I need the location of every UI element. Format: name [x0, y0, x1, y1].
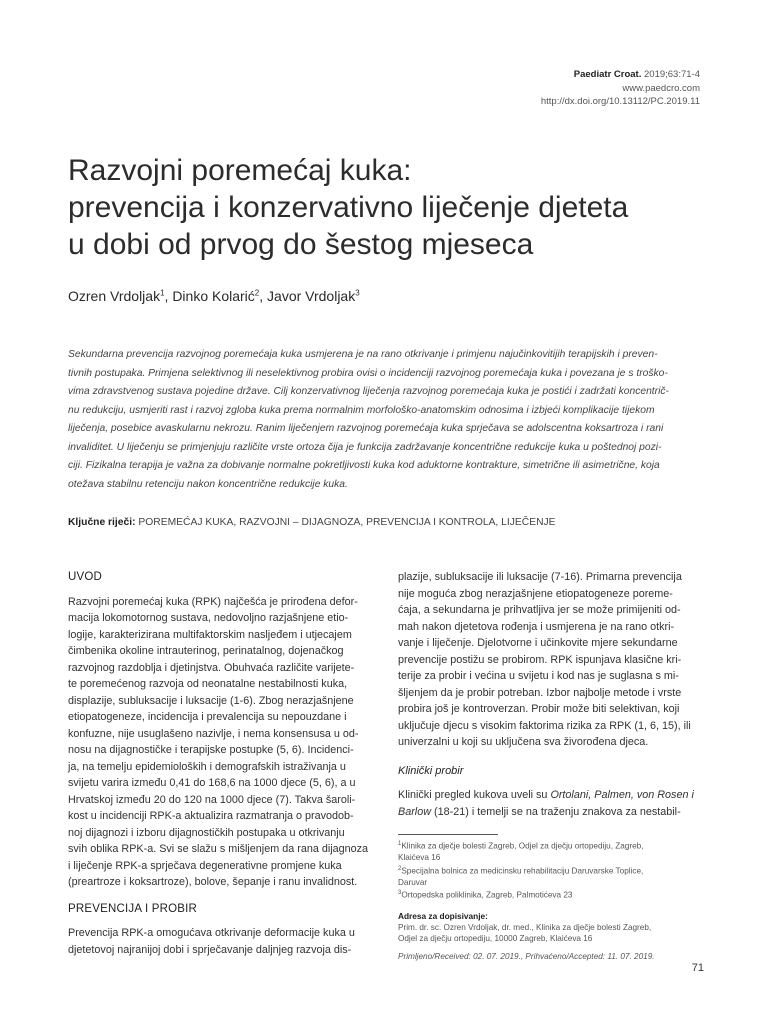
- text-line: [398, 787, 706, 804]
- text-line: kost u incidenciji RPK-a aktualizira razmatranja o pravodob-: [68, 810, 354, 822]
- footnote-line: [398, 888, 706, 901]
- correspondence-label: Adresa za dopisivanje:: [398, 910, 488, 921]
- text-line: mah nakon djetetova rođenja i usmjerena je na rano otkri-: [398, 620, 675, 633]
- author-name: Dinko Kolarić: [172, 288, 255, 304]
- text-line: ja, na temelju epidemioloških i demografskih istraživanja u: [68, 760, 346, 773]
- eponym-name: Barlow: [398, 805, 432, 818]
- address-line: Odjel za dječju ortopediju, 10000 Zagreb, Klaićeva 16: [398, 934, 593, 944]
- subsection-heading-klinicki-probir: Klinički probir: [398, 764, 464, 777]
- article-title: [68, 152, 708, 263]
- footnote-line: [398, 864, 706, 877]
- text-line: i liječenje RPK-a sprječava degenerativne promjene kuka: [68, 859, 342, 872]
- text-line: etiopatogeneze, incidencija i prevalencija su nepouzdane i: [68, 711, 347, 723]
- title-line: Razvojni poremećaj kuka:: [68, 154, 412, 187]
- author-affiliation-mark: 1: [160, 288, 165, 298]
- text-line: plazije, subluksacije ili luksacije (7-16). Primarna prevencija: [398, 571, 682, 583]
- title-line: u dobi od prvog do šestog mjeseca: [68, 228, 534, 261]
- footnote-mark: 2: [398, 865, 402, 872]
- klinicki-paragraph: [398, 787, 706, 820]
- text-line: (preartroze i koksartroze), bolove, šepanje i ranu invalidnost.: [68, 876, 358, 888]
- abstract: [68, 346, 706, 494]
- footnote-text: Ortopedska poliklinika, Zagreb, Palmotićeva 23: [401, 891, 573, 901]
- text-line: vanje i liječenje. Djelotvorne i učinkovite mjere sekundarne: [398, 637, 678, 649]
- left-column: [68, 569, 374, 958]
- journal-citation: [440, 68, 700, 82]
- keywords: [68, 517, 556, 528]
- section-heading-prevencija: PREVENCIJA I PROBIR: [68, 902, 198, 915]
- author-name: Ozren Vrdoljak: [68, 288, 161, 304]
- section-heading-uvod: UVOD: [68, 571, 103, 583]
- author-list: Ozren Vrdoljak$^1$, Dinko Kolarić$^2$, Javor Vrdoljak$^3$: [68, 288, 360, 304]
- title-line: prevencija i konzervativno liječenje djeteta: [68, 191, 629, 224]
- footnote-mark: 1: [398, 841, 402, 847]
- text-line: displazije, subluksacije i luksacije (1-6). Zbog nerazjašnjene: [68, 694, 354, 707]
- text-line: svijetu varira između 0,41 do 168,6 na 1000 djece (5, 6), a u: [68, 777, 356, 789]
- text-line: čimbenika okoline intrauterinog, perinatalnog, dojenačkog: [68, 645, 344, 657]
- text-line: logije, karakterizirana multifaktorskim nasljeđem i utjecajem: [68, 628, 352, 641]
- journal-doi: http://dx.doi.org/10.13112/PC.2019.11: [540, 96, 700, 107]
- footnote-divider: [398, 834, 498, 835]
- abstract-line: nu redukciju, usmjeriti rast i razvoj zgloba kuka prema normalnim morfološko-anatomskim odnosima i izbjeći komplikacije tijekom: [68, 404, 655, 416]
- page-number: 71: [691, 962, 704, 974]
- text-run: Klinički pregled kukova uveli su: [398, 789, 551, 801]
- author-affiliation-mark: 3: [355, 288, 360, 298]
- text-line: univerzalni u koji su uključena sva živorođena djeca.: [398, 736, 649, 748]
- text-line: Prevencija RPK-a omogućava otkrivanje deformacije kuka u: [68, 927, 355, 939]
- text-line: djetetovoj najranijoj dobi i sprječavanje daljnjeg razvoja dis-: [68, 943, 352, 956]
- abstract-line: invaliditet. U liječenju se primjenjuju različite vrste ortoza čija je funkcija zadržavanje koncentrične redukcije kuka u poštednoj pozi-: [68, 441, 662, 453]
- text-line: probira još je kontroverzan. Probir može biti selektivan, koji: [398, 703, 680, 715]
- abstract-line: vima zdravstvenog sustava pojedine države. Cilj konzervativnog liječenja razvojnog poremećaja kuka je postići i zadržati koncentrič-: [68, 386, 669, 397]
- prevencija-continued-paragraph: [398, 569, 706, 751]
- text-line: prevencije postižu se probirom. RPK ispunjava klasične kri-: [398, 653, 682, 666]
- text-line: nije moguća zbog nerazjašnjene etiopatogeneze poreme-: [398, 587, 673, 600]
- journal-volume: 2019;63:71-4: [644, 69, 700, 80]
- keywords-label: Ključne riječi:: [68, 517, 136, 528]
- journal-header: [440, 68, 700, 109]
- footnote-mark: 3: [398, 890, 402, 897]
- footnote-line: Daruvar: [398, 877, 428, 887]
- abstract-line: ciji. Fizikalna terapija je važna za dobivanje normalne pokretljivosti kuka kod aduktorne kontrakture, simetrične ili asimetrične, koja: [68, 460, 660, 471]
- text-line: konfuzne, nije usuglašeno nazivlje, i nema konsensusa u od-: [68, 727, 359, 740]
- abstract-line: liječenja, posebice avaskularnu nekrozu. Ranim liječenjem razvojnog poremećaja kuka sprječava se adolscentna koksartroza i rani: [68, 423, 664, 434]
- text-line: macija lokomotornog sustava, nedovoljno razjašnjene etio-: [68, 612, 349, 624]
- text-line: terije za probir i većina u svijetu i kod nas je suglasna s mi-: [398, 670, 679, 682]
- text-line: te poremećenog razvoja od neonatalne nestabilnosti kuka,: [68, 678, 348, 690]
- text-line: svih oblika RPK-a. Svi se slažu s mišljenjem da rana dijagnoza: [68, 843, 369, 855]
- abstract-line: tivnih postupaka. Primjena selektivnog ili neselektivnog probira ovisi o incidenciji razvojnog poremećaja kuka i povezana je s troško-: [68, 367, 668, 379]
- text-line: Razvojni poremećaj kuka (RPK) najčešća je prirođena defor-: [68, 595, 358, 608]
- text-line: nosu na dijagnostičke i terapijske postupke (5, 6). Incidenci-: [68, 744, 354, 756]
- abstract-line: otežava stabilnu retenciju nakon koncentrične redukcije kuka.: [68, 478, 348, 490]
- text-line: šljenjem da je probir potreban. Izbor najbolje metode i vrste: [398, 686, 682, 699]
- footnote-line: Klaićeva 16: [398, 853, 441, 863]
- prevencija-paragraph: [68, 925, 374, 958]
- address-line: Prim. dr. sc. Ozren Vrdoljak, dr. med., Klinika za dječje bolesti Zagreb,: [398, 922, 652, 932]
- footnotes: [398, 839, 706, 902]
- footnote-text: Klinika za dječje bolesti Zagreb, Odjel za dječju ortopediju, Zagreb,: [401, 841, 644, 851]
- text-line: ćaja, a sekundarna je prihvatljiva jer se može primijeniti od-: [398, 604, 681, 616]
- correspondence-address: [398, 922, 706, 945]
- abstract-line: Sekundarna prevencija razvojnog poremećaja kuka usmjerena je na rano otkrivanje i primjenu najučinkovitijih terapijskih i preven-: [68, 349, 658, 360]
- text-line: razvojnog razdoblja i djetinjstva. Obuhvaća različite varijete-: [68, 661, 355, 674]
- author-affiliation-mark: 2: [254, 288, 260, 298]
- text-run: (18-21) i temelji se na traženju znakova za nestabil-: [431, 805, 681, 818]
- keywords-text: POREMEĆAJ KUKA, RAZVOJNI – DIJAGNOZA, PREVENCIJA I KONTROLA, LIJEČENJE: [138, 517, 556, 528]
- footnote-line: [398, 839, 706, 852]
- text-line: [398, 804, 706, 821]
- author-name: Javor Vrdoljak: [267, 288, 356, 304]
- text-line: noj dijagnozi i izboru dijagnostičkih postupaka u otkrivanju: [68, 826, 345, 839]
- text-line: uključuje djecu s visokim faktorima rizika za RPK (1, 6, 15), ili: [398, 719, 691, 732]
- eponym-names: Ortolani, Palmen, von Rosen i: [550, 789, 694, 801]
- journal-name: Paediatr Croat.: [573, 69, 642, 80]
- right-column: [398, 569, 706, 963]
- text-line: Hrvatskoj između 20 do 120 na 1000 djece (7). Takva šaroli-: [68, 793, 356, 806]
- received-accepted-dates: Primljeno/Received: 02. 07. 2019., Prihvaćeno/Accepted: 11. 07. 2019.: [398, 951, 655, 961]
- journal-website: www.paedcro.com: [622, 82, 700, 94]
- footnote-text: Specijalna bolnica za medicinsku rehabilitaciju Daruvarske Toplice,: [401, 866, 644, 876]
- uvod-paragraph: [68, 594, 374, 891]
